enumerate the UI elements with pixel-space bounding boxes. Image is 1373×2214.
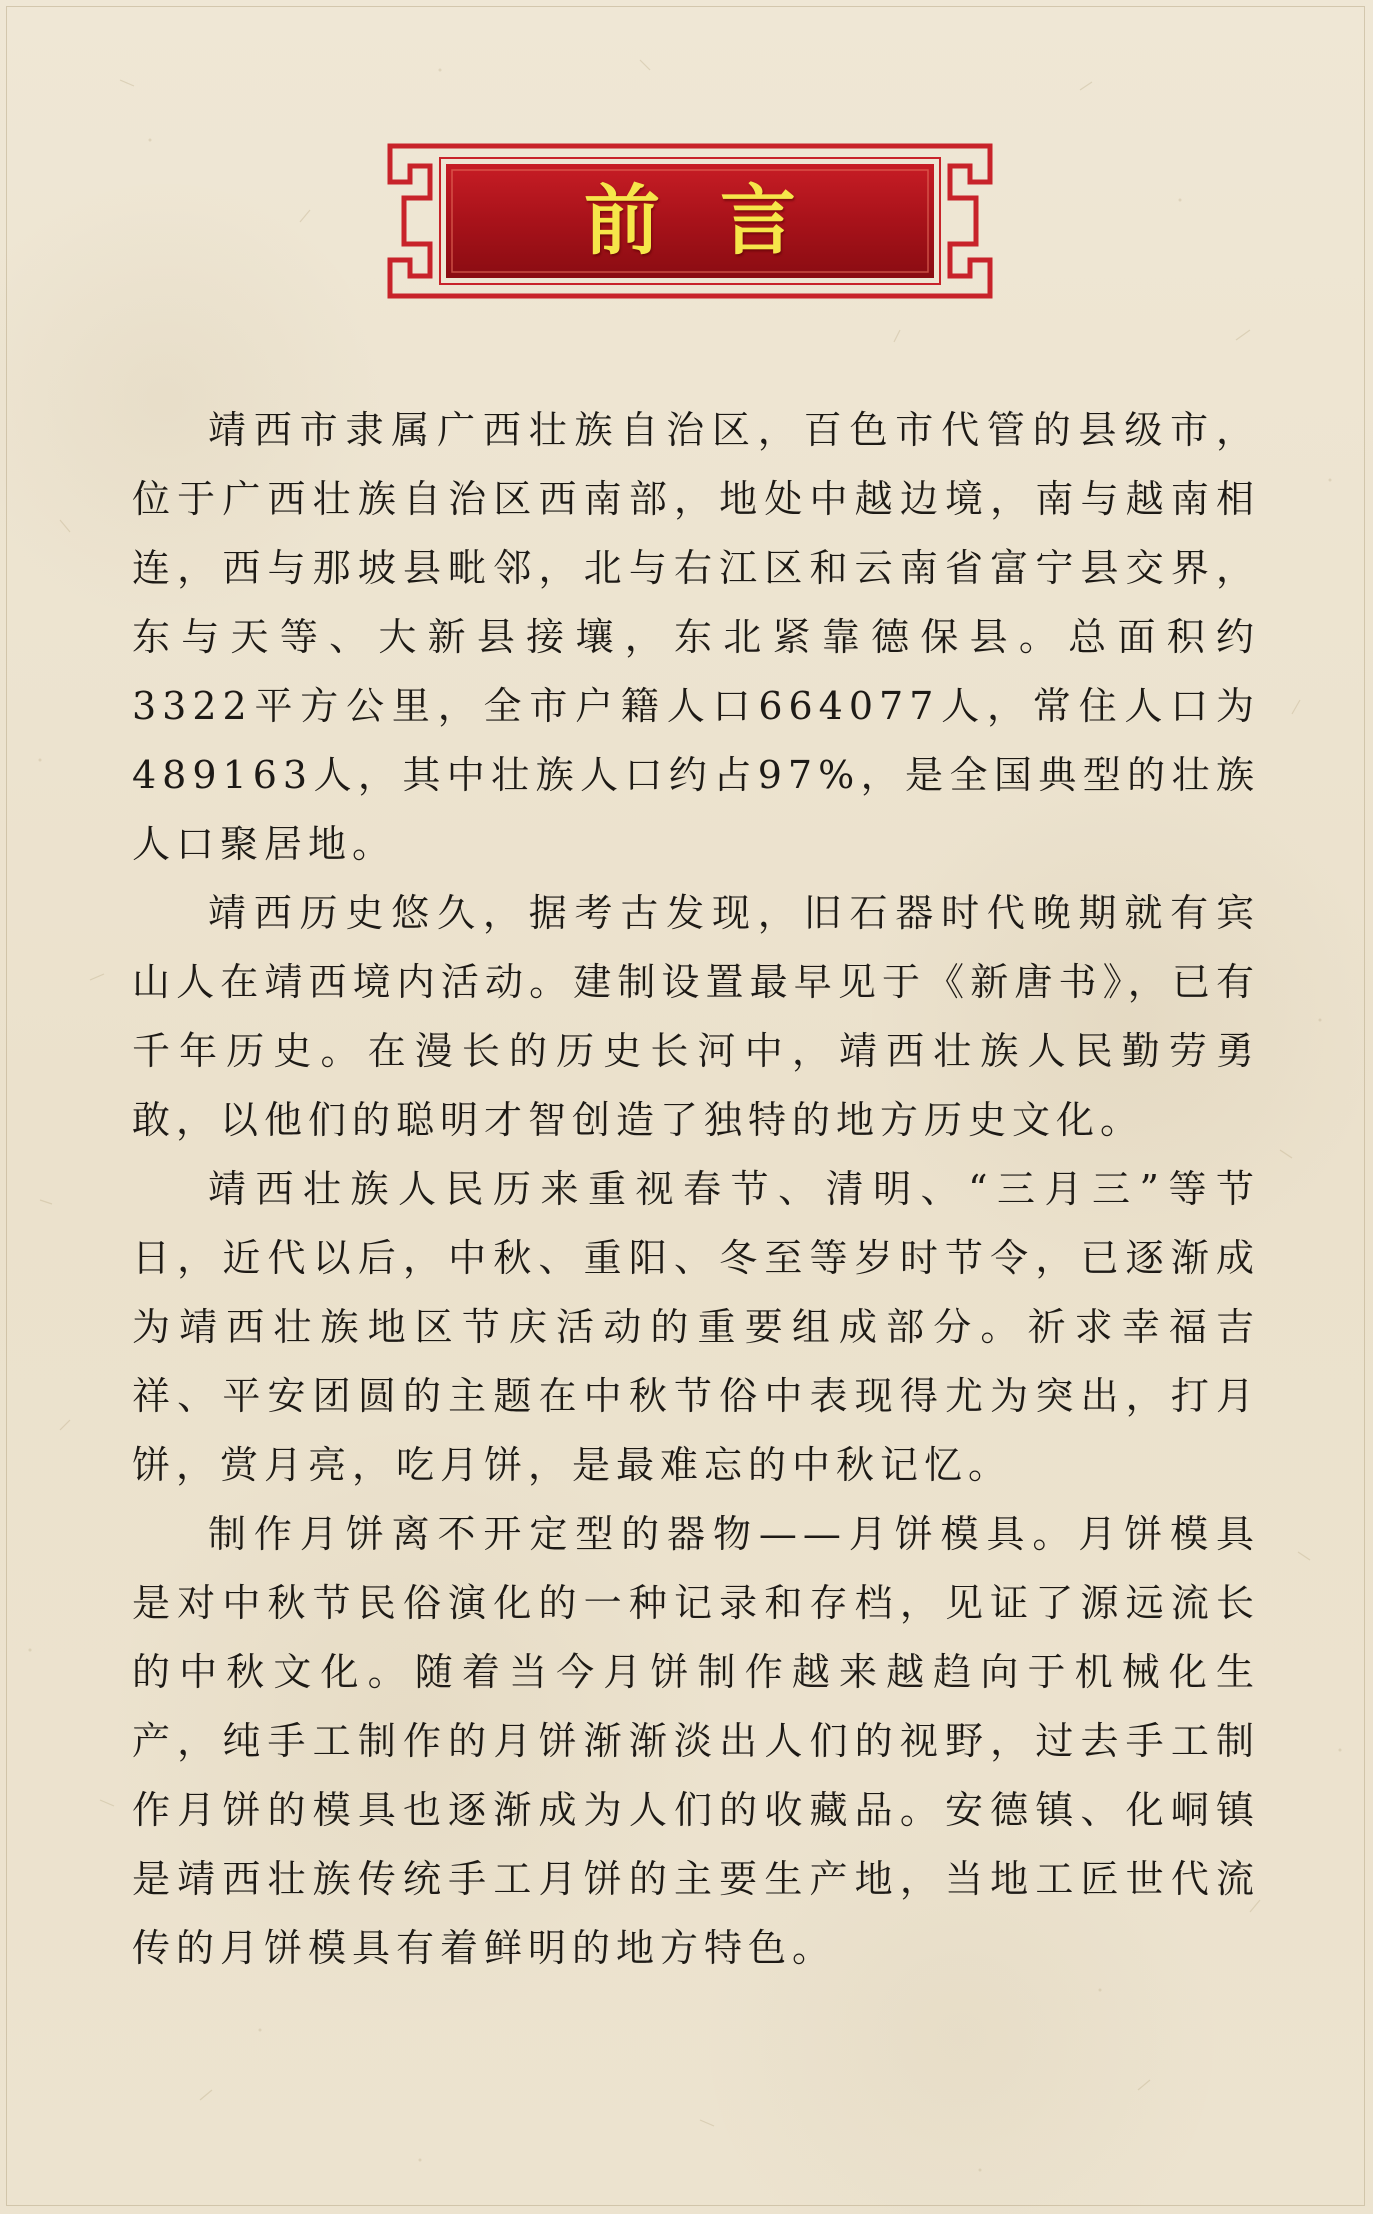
title-banner xyxy=(382,138,998,304)
paragraph: 制作月饼离不开定型的器物——月饼模具。月饼模具是对中秋节民俗演化的一种记录和存档，见证了源远流长的中秋文化。随着当今月饼制作越来越趋向于机械化生产，纯手工制作的月饼渐渐淡出人们的视野，过去手工制作月饼的模具也逐渐成为人们的收藏品。安德镇、化峒镇是靖西壮族传统手工月饼的主要生产地，当地工匠世代流传的月饼模具有着鲜明的地方特色。 xyxy=(132,1512,1260,1970)
paragraph: 靖西历史悠久，据考古发现，旧石器时代晚期就有宾山人在靖西境内活动。建制设置最早见于《新唐书》，已有千年历史。在漫长的历史长河中，靖西壮族人民勤劳勇敢，以他们的聪明才智创造了独特的地方历史文化。 xyxy=(132,891,1260,1142)
page-title: 前言 xyxy=(584,176,856,265)
paragraph: 靖西市隶属广西壮族自治区，百色市代管的县级市，位于广西壮族自治区西南部，地处中越边境，南与越南相连，西与那坡县毗邻，北与右江区和云南省富宁县交界，东与天等、大新县接壤，东北紧靠德保县。总面积约3322平方公里，全市户籍人口664077人，常住人口为489163人，其中壮族人口约占97%，是全国典型的壮族人口聚居地。 xyxy=(132,408,1260,866)
preface-body xyxy=(132,396,1260,1983)
paragraph: 靖西壮族人民历来重视春节、清明、“三月三”等节日，近代以后，中秋、重阳、冬至等岁时节令，已逐渐成为靖西壮族地区节庆活动的重要组成部分。祈求幸福吉祥、平安团圆的主题在中秋节俗中表现得尤为突出，打月饼，赏月亮，吃月饼，是最难忘的中秋记忆。 xyxy=(132,1167,1260,1487)
